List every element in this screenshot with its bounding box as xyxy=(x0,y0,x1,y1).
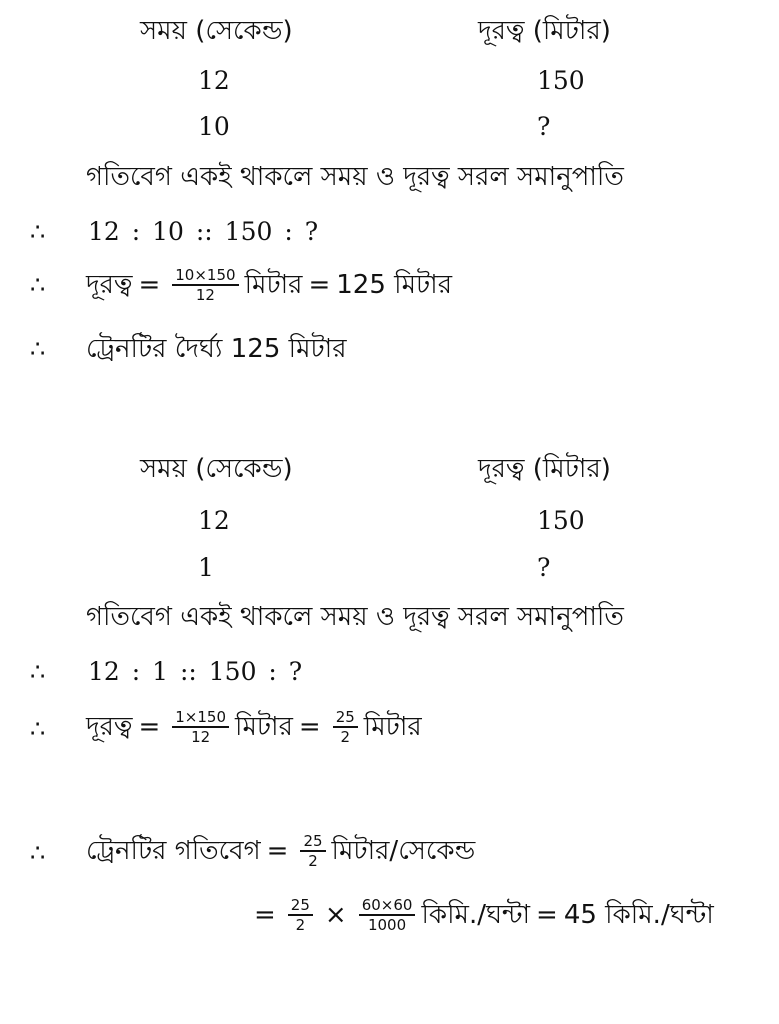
proportion-line: 12 : 1 :: 150 : ? xyxy=(88,657,303,686)
fraction-numerator: 10×150 xyxy=(175,266,236,284)
distance-label: দূরত্ব xyxy=(86,712,133,742)
therefore-symbol: ∴ xyxy=(30,218,46,246)
fraction xyxy=(172,266,238,304)
equals-sign: = xyxy=(298,712,321,742)
speed-equation xyxy=(86,824,475,878)
kmh-unit: কিমি./ঘন্টা xyxy=(421,900,531,930)
row2-time: 10 xyxy=(198,112,230,141)
fraction-denominator: 12 xyxy=(191,728,211,746)
speed-unit: মিটার/সেকেন্ড xyxy=(331,836,476,866)
row1-distance: 150 xyxy=(537,506,585,535)
therefore-symbol: ∴ xyxy=(30,658,46,686)
header-distance: দূরত্ব (মিটার) xyxy=(478,16,611,46)
header-time: সময় (সেকেন্ড) xyxy=(140,454,293,484)
distance-label: দূরত্ব xyxy=(86,270,133,300)
row1-time: 12 xyxy=(198,66,230,95)
row1-time: 12 xyxy=(198,506,230,535)
row2-distance: ? xyxy=(537,553,551,582)
fraction-denominator: 2 xyxy=(340,728,351,746)
equals-sign: = xyxy=(138,712,161,742)
distance-equation xyxy=(86,258,452,312)
distance-result: 125 মিটার xyxy=(336,270,453,300)
distance-equation xyxy=(86,700,422,754)
equals-sign: = xyxy=(254,900,276,930)
header-distance: দূরত্ব (মিটার) xyxy=(478,454,611,484)
equals-sign: = xyxy=(308,270,331,300)
row2-distance: ? xyxy=(537,112,551,141)
fraction-numerator: 60×60 xyxy=(361,896,413,914)
fraction xyxy=(288,896,313,934)
fraction xyxy=(300,832,325,870)
fraction-numerator: 25 xyxy=(303,832,323,850)
fraction-numerator: 1×150 xyxy=(175,708,227,726)
therefore-symbol: ∴ xyxy=(30,839,46,867)
unit-meter: মিটার xyxy=(235,712,293,742)
proportionality-statement: গতিবেগ একই থাকলে সময় ও দূরত্ব সরল সমানুপাতি xyxy=(86,602,624,632)
therefore-symbol: ∴ xyxy=(30,271,46,299)
proportion-line: 12 : 10 :: 150 : ? xyxy=(88,217,319,246)
equals-sign: = xyxy=(536,900,558,930)
fraction xyxy=(333,708,358,746)
header-time: সময় (সেকেন্ড) xyxy=(140,16,293,46)
row1-distance: 150 xyxy=(537,66,585,95)
therefore-symbol: ∴ xyxy=(30,715,46,743)
fraction xyxy=(172,708,229,746)
fraction-numerator: 25 xyxy=(290,896,310,914)
equals-sign: = xyxy=(266,836,289,866)
row2-time: 1 xyxy=(198,553,214,582)
fraction-denominator: 2 xyxy=(295,916,306,934)
fraction xyxy=(359,896,416,934)
conversion-equation xyxy=(248,888,714,942)
therefore-symbol: ∴ xyxy=(30,335,46,363)
speed-label: ট্রেনটির গতিবেগ xyxy=(86,836,261,866)
unit-meter: মিটার xyxy=(363,712,422,742)
equals-sign: = xyxy=(138,270,161,300)
unit-meter: মিটার xyxy=(244,270,303,300)
proportionality-statement: গতিবেগ একই থাকলে সময় ও দূরত্ব সরল সমানুপাতি xyxy=(86,162,624,192)
fraction-numerator: 25 xyxy=(335,708,355,726)
fraction-denominator: 1000 xyxy=(367,916,407,934)
final-speed: 45 কিমি./ঘন্টা xyxy=(563,900,714,930)
times-sign: × xyxy=(324,900,347,930)
conclusion-length: ট্রেনটির দৈর্ঘ্য 125 মিটার xyxy=(86,334,347,364)
fraction-denominator: 2 xyxy=(308,852,318,870)
fraction-denominator: 12 xyxy=(195,286,215,304)
